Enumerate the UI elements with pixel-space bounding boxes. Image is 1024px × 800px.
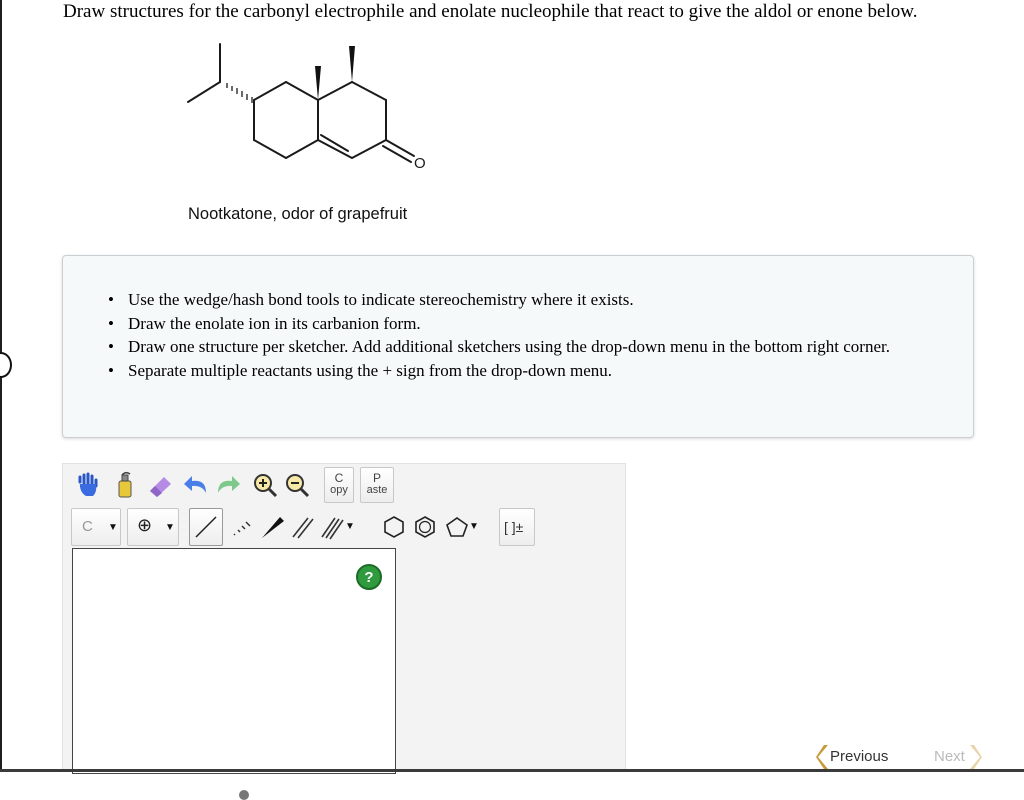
question-prompt: Draw structures for the carbonyl electrophile and enolate nucleophile that react to give the aldol or enone below. (63, 1, 918, 22)
window-left-border (0, 0, 2, 772)
marvin-sketcher (62, 463, 626, 772)
hint-item: • Use the wedge/hash bond tools to indicate stereochemistry where it exists. (108, 288, 948, 312)
oxygen-atom-label: O (414, 155, 426, 172)
element-label: C (82, 518, 93, 535)
molecule-caption: Nootkatone, odor of grapefruit (188, 205, 408, 223)
benzene-icon[interactable] (410, 508, 440, 546)
bracket-charge-button[interactable] (499, 508, 535, 546)
cyclopentane-icon[interactable] (441, 508, 483, 546)
bracket-label: [ ]± (504, 519, 524, 535)
redo-icon[interactable] (213, 470, 243, 500)
copy-button[interactable] (324, 467, 354, 503)
copy-button-label-bottom: opy (330, 484, 348, 496)
single-bond-tool[interactable] (189, 508, 223, 546)
cyclohexane-icon[interactable] (379, 508, 409, 546)
chevron-down-icon: ▼ (345, 521, 355, 532)
chevron-left-icon (816, 744, 830, 770)
paste-button-label-bottom: aste (366, 484, 388, 496)
chevron-right-icon (968, 744, 982, 770)
drawing-canvas[interactable] (72, 548, 396, 774)
previous-label: Previous (830, 748, 889, 765)
undo-icon[interactable] (181, 470, 211, 500)
help-button[interactable]: ? (356, 564, 382, 590)
zoom-out-icon[interactable] (283, 470, 311, 500)
chevron-down-icon: ▼ (469, 521, 479, 532)
charge-plus-icon: ⊕ (137, 515, 153, 535)
element-selector[interactable] (71, 508, 121, 546)
erase-bottle-icon[interactable] (111, 470, 139, 500)
hash-bond-icon[interactable] (227, 508, 257, 546)
paste-button[interactable] (360, 467, 394, 503)
hint-item: • Draw one structure per sketcher. Add additional sketchers using the drop-down menu in the bottom right corner. (108, 335, 948, 359)
charge-selector[interactable] (127, 508, 179, 546)
instructions-box (62, 255, 974, 438)
eraser-icon[interactable] (145, 470, 175, 500)
chevron-down-icon: ▼ (165, 522, 175, 533)
wedge-bond-icon[interactable] (257, 508, 287, 546)
nootkatone-structure (180, 40, 440, 180)
chevron-down-icon: ▼ (108, 522, 118, 533)
copy-button-label-top: C (334, 471, 344, 485)
zoom-in-icon[interactable] (251, 470, 279, 500)
hint-item: • Separate multiple reactants using the + sign from the drop-down menu. (108, 359, 948, 383)
triple-bond-icon[interactable] (315, 508, 359, 546)
hint-item: • Draw the enolate ion in its carbanion form. (108, 312, 948, 336)
double-bond-icon[interactable] (287, 508, 317, 546)
hand-pan-icon[interactable] (73, 470, 103, 500)
canvas-marker (239, 790, 249, 800)
next-label: Next (934, 748, 965, 765)
side-handle[interactable] (0, 352, 12, 378)
paste-button-label-top: P (372, 471, 381, 485)
